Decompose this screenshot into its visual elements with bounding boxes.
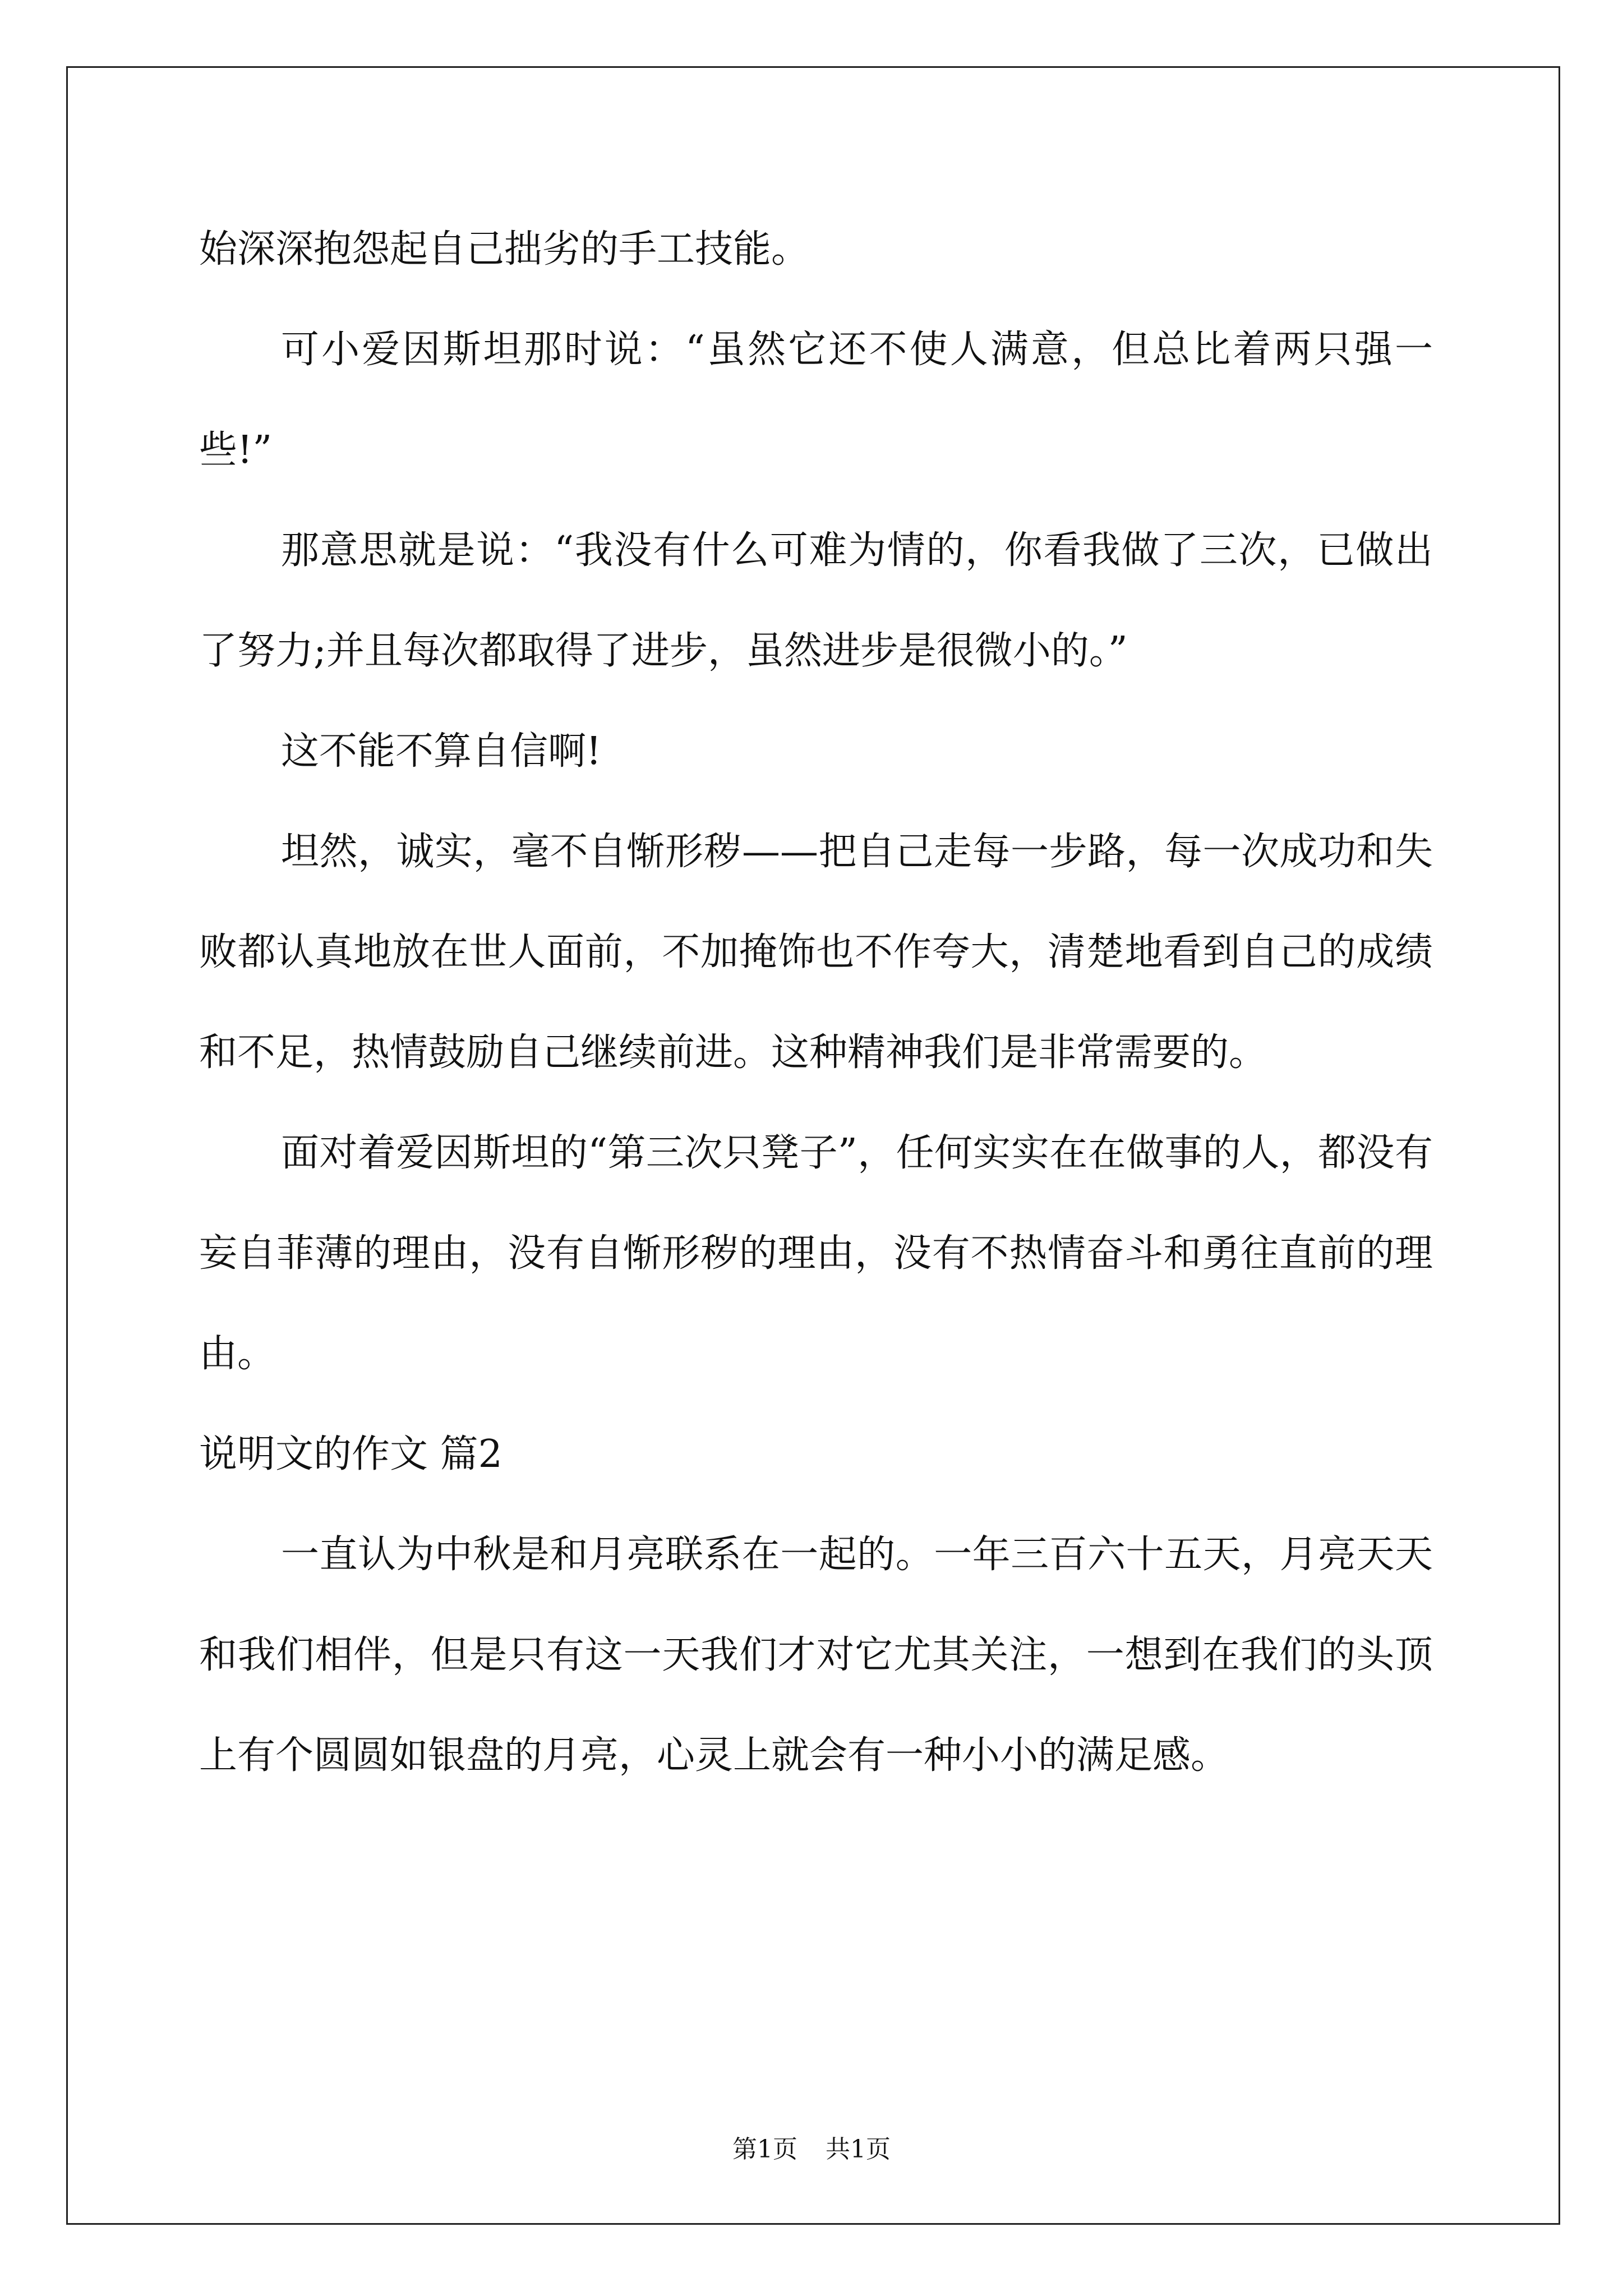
paragraph: 这不能不算自信啊! bbox=[281, 729, 602, 774]
paragraph: 一直认为中秋是和月亮联系在一起的。一年三百六十五天，月亮天天和我们相伴，但是只有这一天我们才对它尤其关注，一想到在我们的头顶上有个圆圆如银盘的月亮，心灵上就会有一种小小的满足感。 bbox=[199, 1533, 1433, 1778]
paragraph: 面对着爱因斯坦的“第三次只凳子”，任何实实在在做事的人，都没有妄自菲薄的理由，没有自惭形秽的理由，没有不热情奋斗和勇往直前的理由。 bbox=[199, 1131, 1433, 1376]
document-body bbox=[199, 199, 1433, 1806]
page-number: 第1页 bbox=[732, 2135, 797, 2164]
paragraph: 可小爱因斯坦那时说：“虽然它还不使人满意，但总比着两只强一些!” bbox=[199, 328, 1433, 472]
section-heading: 说明文的作文 篇2 bbox=[199, 1432, 502, 1476]
page-total: 共1页 bbox=[826, 2135, 891, 2164]
paragraph: 坦然，诚实，毫不自惭形秽——把自己走每一步路，每一次成功和失败都认真地放在世人面前，不加掩饰也不作夸大，清楚地看到自己的成绩和不足，热情鼓励自己继续前进。这种精神我们是非常需要的。 bbox=[199, 830, 1433, 1075]
paragraph: 那意思就是说：“我没有什么可难为情的，你看我做了三次，已做出了努力;并且每次都取得了进步，虽然进步是很微小的。” bbox=[199, 528, 1433, 673]
paragraph: 始深深抱怨起自己拙劣的手工技能。 bbox=[199, 227, 810, 272]
page-footer bbox=[0, 2129, 1623, 2165]
